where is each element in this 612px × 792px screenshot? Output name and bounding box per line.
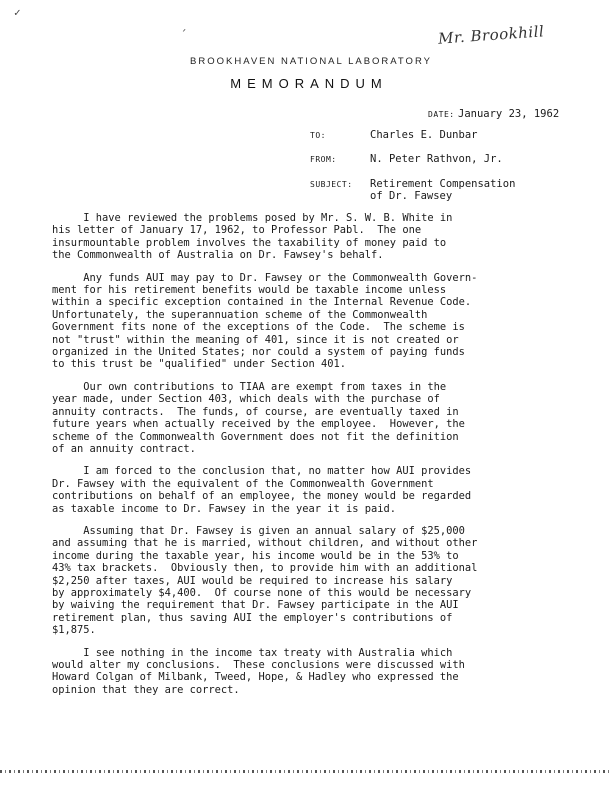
scan-edge-noise (0, 770, 612, 773)
subject-line-1: Retirement Compensation (370, 178, 516, 190)
from-label: FROM: (310, 155, 337, 164)
paragraph-5: Assuming that Dr. Fawsey is given an annual salary of $25,000 and assuming that he is married, without children, and without other income during the taxable year, his income would be in the 53% to 43% tax brackets. Obviously then, to provide him with an additional $2,250 after taxes, AUI would be required to increase his salary by approximately $4,400. Of course none of this would be necessary by waiving the requirement that Dr. Fawsey participate in the AUI retirement plan, thus saving AUI the employer's contributions of $1,875. (52, 524, 478, 637)
stray-mark: ´ (180, 28, 188, 42)
organization-name: BROOKHAVEN NATIONAL LABORATORY (190, 56, 432, 67)
paragraph-4: I am forced to the conclusion that, no matter how AUI provides Dr. Fawsey with the equivalent of the Commonwealth Government contributions on behalf of an employee, the money would be regarded as taxable income to Dr. Fawsey in the year it is paid. (52, 465, 472, 515)
paragraph-6: I see nothing in the income tax treaty with Australia which would alter my conclusions. These conclusions were discussed with Howard Colgan of Milbank, Tweed, Hope, & Hadley who expressed the opinion that they are correct. (52, 646, 465, 696)
to-row (310, 129, 590, 143)
paragraph-1: I have reviewed the problems posed by Mr. S. W. B. White in his letter of January 17, 1962, to Professor Pabl. The one insurmountable problem involves the taxability of money paid to the Commonwealth of Australia on Dr. Fawsey's behalf. (52, 212, 453, 262)
paragraph-3: Our own contributions to TIAA are exempt from taxes in the year made, under Section 403, which deals with the purchase of annuity contracts. The funds, of course, are eventually taxed in future years when actually received by the employee. However, the scheme of the Commonwealth Government does not fit the definition of an annuity contract. (52, 380, 465, 455)
date-label: DATE: (428, 110, 455, 119)
memo-title: MEMORANDUM (230, 76, 388, 91)
from-row (310, 153, 590, 167)
handwritten-annotation: Mr. Brookhill (437, 22, 545, 48)
subject-line-2: of Dr. Fawsey (370, 190, 453, 202)
from-value: N. Peter Rathvon, Jr. (370, 153, 503, 165)
date-value: January 23, 1962 (458, 108, 560, 120)
memo-body (52, 212, 574, 706)
to-label: TO: (310, 131, 326, 140)
paragraph-2: Any funds AUI may pay to Dr. Fawsey or the Commonwealth Govern- ment for his retirement benefits would be taxable income unless within a specific exception contained in the Internal Revenue Code. Unfortunately, the superannuation scheme of the Commonwealth Government fits none of the exceptions of the Code. The scheme is not "trust" within the meaning of 401, since it is not created or organized in the United States; nor could a system of paying funds to this trust be "qualified" under Section 401. (52, 271, 478, 371)
subject-row (310, 178, 590, 206)
corner-check-mark: ✓ (14, 6, 21, 19)
date-row (428, 108, 598, 122)
to-value: Charles E. Dunbar (370, 129, 478, 141)
subject-label: SUBJECT: (310, 180, 353, 189)
